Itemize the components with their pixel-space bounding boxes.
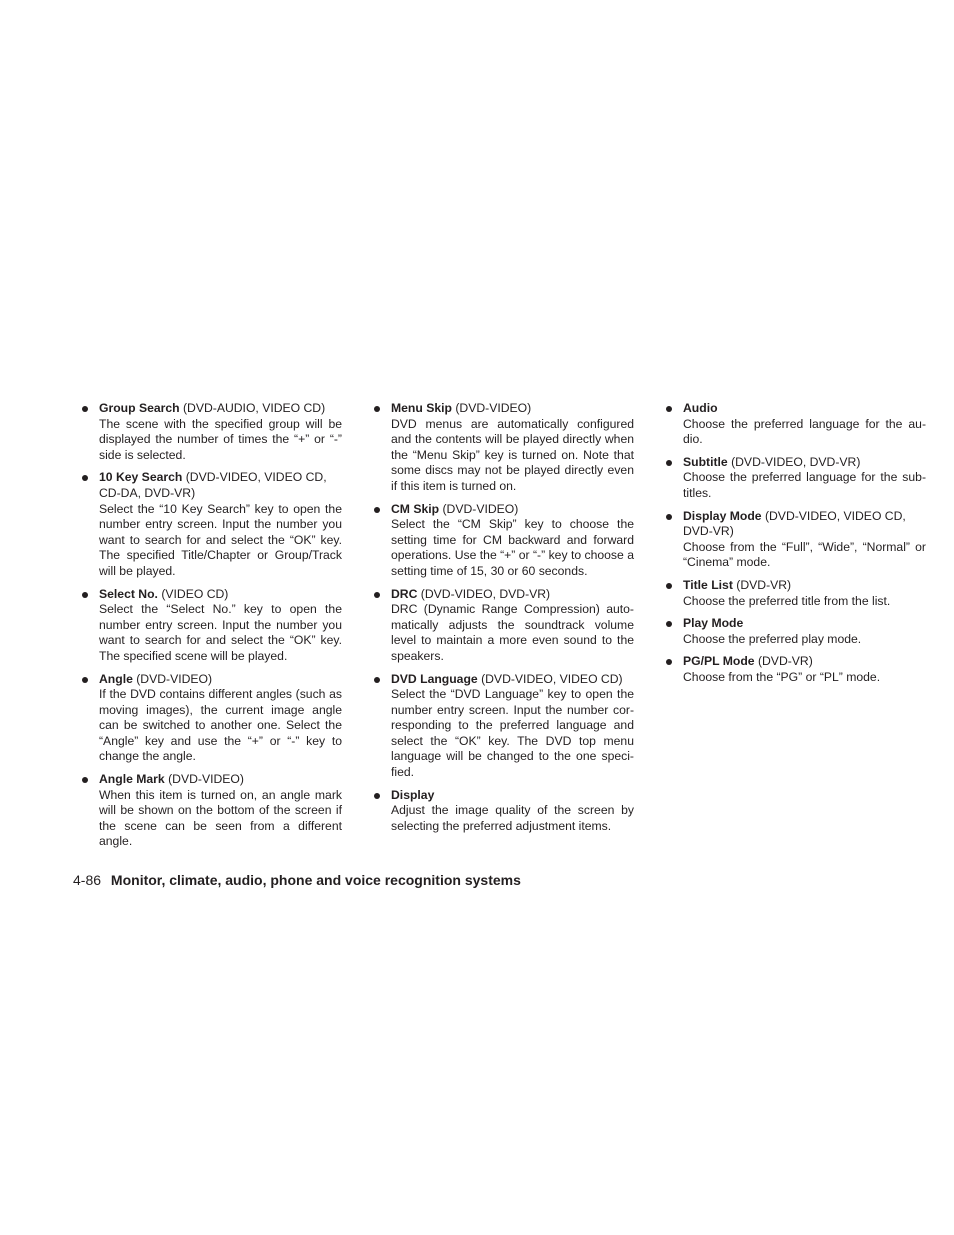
bullet-icon <box>374 507 380 513</box>
item-heading <box>391 587 634 603</box>
list-item-select-no <box>82 587 342 665</box>
page-number: 4-86 <box>73 872 102 888</box>
item-description: Choose from the “PG” or “PL” mode. <box>683 669 881 684</box>
section-title: Monitor, climate, audio, phone and voice recognition systems <box>110 872 521 888</box>
item-heading <box>683 616 926 632</box>
bullet-icon <box>82 475 88 481</box>
item-heading <box>391 788 634 804</box>
list-item-audio <box>666 401 926 448</box>
item-qualifier: (DVD-VIDEO) <box>132 671 213 686</box>
bullet-icon <box>82 406 88 412</box>
item-title: Display <box>391 787 435 802</box>
item-qualifier: (DVD-VIDEO, DVD-VR) <box>727 454 861 469</box>
list-item-dvd-language <box>374 672 634 781</box>
item-description: Select the “10 Key Search” key to open the number entry screen. Input the number you want to search for and select the “OK” key. The specified Title/Chapter or Group/Track will be played. <box>99 501 342 578</box>
item-heading <box>99 401 342 417</box>
item-heading <box>683 401 926 417</box>
item-heading <box>99 470 342 501</box>
item-qualifier: (DVD-VIDEO, VIDEO CD) <box>477 671 623 686</box>
bullet-icon <box>374 592 380 598</box>
list-item-display <box>374 788 634 835</box>
list-item-play-mode <box>666 616 926 647</box>
item-heading <box>391 401 634 417</box>
item-qualifier: (VIDEO CD) <box>157 586 229 601</box>
bullet-icon <box>374 793 380 799</box>
item-qualifier: (DVD-VIDEO) <box>164 772 244 787</box>
item-title: Subtitle <box>683 454 728 469</box>
list-item-title-list <box>666 578 926 609</box>
item-heading <box>99 772 342 788</box>
item-heading <box>683 509 926 540</box>
item-heading <box>99 587 342 603</box>
item-title: 10 Key Search <box>99 470 183 485</box>
item-description: Choose the preferred language for the sub-titles. <box>683 470 926 500</box>
item-qualifier: (DVD-VIDEO, DVD-VR) <box>417 586 551 601</box>
item-description: Select the “CM Skip” key to choose the setting time for CM backward and forward operations. Use the “+” or “-” key to choose a setting time of 15, 30 or 60 seconds. <box>391 517 634 578</box>
item-heading <box>683 578 926 594</box>
column-left <box>82 401 342 857</box>
item-description: DVD menus are automatically configured and the contents will be played directly when the “Menu Skip” key is turned on. Note that some discs may not be played directly even if this item is turned on. <box>391 416 634 493</box>
list-item-drc <box>374 587 634 665</box>
item-description: When this item is turned on, an angle mark will be shown on the bottom of the screen if the scene can be seen from a different angle. <box>99 787 342 849</box>
list-item-subtitle <box>666 455 926 502</box>
item-title: Group Search <box>99 401 180 415</box>
item-qualifier: (DVD-VIDEO) <box>439 501 519 516</box>
list-item-angle-mark <box>82 772 342 850</box>
page-footer <box>73 871 521 889</box>
item-title: Display Mode <box>683 508 762 523</box>
item-title: CM Skip <box>391 501 440 516</box>
item-description: Choose the preferred title from the list. <box>683 593 891 608</box>
item-title: Select No. <box>99 586 158 601</box>
item-description: DRC (Dynamic Range Compression) auto-matically adjusts the soundtrack volume level to maintain a more even sound to the speakers. <box>391 602 634 663</box>
bullet-icon <box>666 514 672 520</box>
item-title: Audio <box>683 401 718 415</box>
item-heading <box>391 672 634 688</box>
list-item-group-search <box>82 401 342 463</box>
item-title: Angle <box>99 671 133 686</box>
item-description: Choose the preferred language for the au-dio. <box>683 416 926 447</box>
item-title: PG/PL Mode <box>683 654 755 669</box>
list-item-pg-pl-mode <box>666 654 926 685</box>
item-heading <box>683 455 926 471</box>
item-title: Angle Mark <box>99 772 165 787</box>
bullet-icon <box>666 460 672 466</box>
item-description: Choose the preferred play mode. <box>683 631 862 646</box>
bullet-icon <box>82 777 88 783</box>
item-description: The scene with the specified group will be displayed the number of times the “+” or “-” side is selected. <box>99 416 342 462</box>
list-item-angle <box>82 672 342 766</box>
list-item-10-key-search <box>82 470 342 579</box>
bullet-icon <box>666 583 672 589</box>
item-title: Title List <box>683 577 733 592</box>
item-title: DVD Language <box>391 671 478 686</box>
list-item-menu-skip <box>374 401 634 495</box>
item-qualifier: (DVD-VR) <box>732 577 792 592</box>
item-qualifier: (DVD-VIDEO) <box>451 401 532 415</box>
item-heading <box>683 654 926 670</box>
bullet-icon <box>374 406 380 412</box>
bullet-icon <box>82 677 88 683</box>
item-qualifier: (DVD-VIDEO, VIDEO CD, DVD-VR) <box>683 508 906 539</box>
item-description: If the DVD contains different angles (such as moving images), the current image angle can be switched to another one. Select the “Angle” key and use the “+” or “-” key to change the angle. <box>99 687 342 764</box>
bullet-icon <box>82 592 88 598</box>
item-title: Menu Skip <box>391 401 452 415</box>
bullet-icon <box>666 406 672 412</box>
list-item-cm-skip <box>374 502 634 580</box>
item-heading <box>391 502 634 518</box>
item-description: Select the “Select No.” key to open the number entry screen. Input the number you want to search for and select the “OK” key. The specified scene will be played. <box>99 602 342 663</box>
bullet-icon <box>666 621 672 627</box>
bullet-icon <box>666 659 672 665</box>
column-right <box>666 401 926 693</box>
column-middle <box>374 401 634 841</box>
bullet-icon <box>374 677 380 683</box>
list-item-display-mode <box>666 509 926 571</box>
item-qualifier: (DVD-VR) <box>754 654 813 669</box>
item-qualifier: (DVD-AUDIO, VIDEO CD) <box>179 401 326 415</box>
item-title: Play Mode <box>683 616 744 631</box>
item-description: Choose from the “Full”, “Wide”, “Normal” or “Cinema” mode. <box>683 539 926 570</box>
item-heading <box>99 672 342 688</box>
item-description: Adjust the image quality of the screen by selecting the preferred adjustment items. <box>391 803 634 833</box>
item-description: Select the “DVD Language” key to open the number entry screen. Input the number cor-responding to the preferred language and select the “OK” key. The DVD top menu language will be changed to the one speci-fied. <box>391 687 634 780</box>
item-title: DRC <box>391 586 418 601</box>
item-qualifier: (DVD-VIDEO, VIDEO CD, CD-DA, DVD-VR) <box>99 470 327 500</box>
